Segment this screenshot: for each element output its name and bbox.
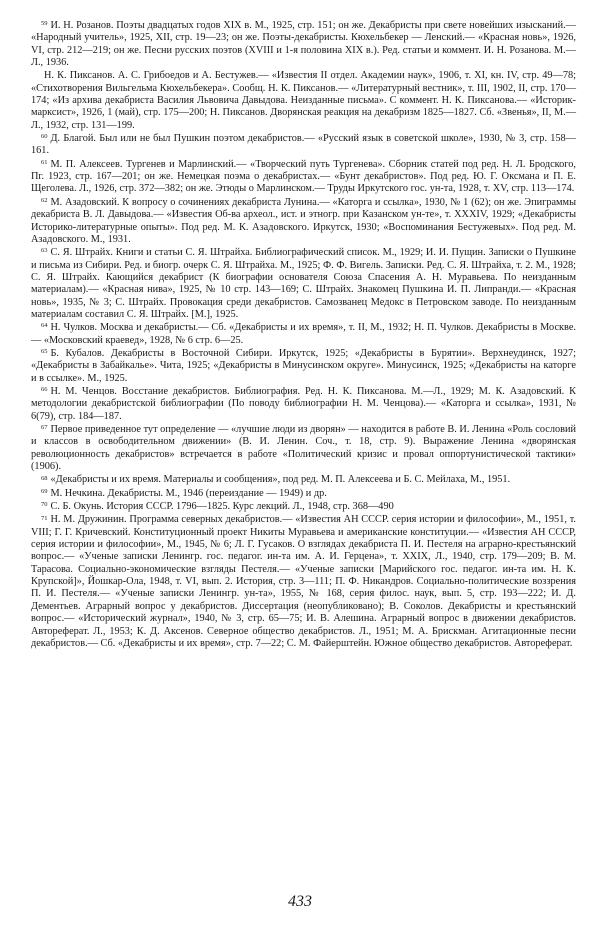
footnote-60 bbox=[31, 133, 576, 158]
footnote-65 bbox=[31, 348, 576, 385]
footnote-63 bbox=[31, 247, 576, 321]
footnote-number: 65 bbox=[41, 348, 48, 356]
footnote-number: 66 bbox=[41, 386, 48, 394]
footnote-text: С. Б. Окунь. История СССР. 1796—1825. Курс лекций. Л., 1948, стр. 368—490 bbox=[50, 501, 394, 513]
footnote-text: Н. М. Ченцов. Восстание декабристов. Библиография. Ред. Н. К. Пиксанова. М.—Л., 1929; М. К. Азадовский. К методологии декабристской библиографии (По поводу библиографии Н. М. Ченцова).— «Каторга и ссылка», 1931, № 6(79), стр. 184—187. bbox=[31, 385, 576, 422]
footnote-text: С. Я. Штрайх. Книги и статьи С. Я. Штрайха. Библиографический список. М., 1929; И. И. Пущин. Записки о Пушкине и письма из Сибири. Ред. и биогр. очерк С. Я. Штрайха. М., 1925; Ф. Ф. Вигель. Записки. Ред. С. Я. Штрайха, т. 2. М., 1928; С. Я. Штрайх. Кающийся декабрист (К биографии основателя Союза Спасения А. Н. Муравьева. По неизданным материалам).— «Красная нива», 1925, № 10 стр. 143—169; С. Штрайх. Знакомец Пушкина И. П. Липранди.— «Красная новь», 1935, № 3; С. Штрайх. Провокация среди декабристов. Самозванец Медокс в Петровском заводе. По неизданным материалам составил С. Я. Штрайх. [М.], 1925. bbox=[31, 247, 576, 320]
footnote-number: 71 bbox=[41, 514, 48, 522]
footnote-69 bbox=[31, 488, 576, 500]
footnote-68 bbox=[31, 474, 576, 486]
footnote-62 bbox=[31, 197, 576, 246]
footnote-67 bbox=[31, 424, 576, 473]
page-number: 433 bbox=[288, 893, 312, 910]
footnote-number: 70 bbox=[41, 501, 48, 509]
footnote-text: «Декабристы и их время. Материалы и сообщения», под ред. М. П. Алексеева и Б. С. Мейлаха, М., 1951. bbox=[50, 474, 511, 486]
footnote-text: М. П. Алексеев. Тургенев и Марлинский.— «Творческий путь Тургенева». Сборник статей под ред. Н. Л. Бродского, Пг. 1923, стр. 167—201; он же. Немецкая поэма о декабристах.— «Бунт декабристов». Под ред. Ю. Г. Оксмана и П. Е. Щеголева. Л., 1926, стр. 372—382; он же. Этюды о Марлинском.— Труды Иркутского гос. ун-та, 1928, т. XV, стр. 113—174. bbox=[31, 158, 576, 195]
footnote-number: 60 bbox=[41, 133, 48, 141]
footnote-66 bbox=[31, 386, 576, 423]
footnote-number: 68 bbox=[41, 474, 48, 482]
footnote-number: 63 bbox=[41, 247, 48, 255]
footnote-number: 59 bbox=[41, 20, 48, 28]
footnote-text: Б. Кубалов. Декабристы в Восточной Сибири. Иркутск, 1925; «Декабристы в Бурятии». Верхнеудинск, 1927; «Декабристы в Забайкалье». Чита, 1925; «Декабристы в Минусинском округе». Минусинск, 1925; «Декабристы на каторге и в ссылке». М., 1925. bbox=[31, 347, 576, 384]
footnote-text: М. Нечкина. Декабристы. М., 1946 (переиздание — 1949) и др. bbox=[50, 487, 327, 499]
footnote-text: Н. М. Дружинин. Программа северных декабристов.— «Известия АН СССР. серия истории и философии», М., 1951, т. VIII; Г. Г. Кричевский. Конституционный проект Никиты Муравьева и американские конституции.— «Известия АН СССР, серия истории и философии», М., 1945, № 6; Л. Г. Гусаков. О взглядах декабриста П. И. Пестеля на аграрно-крестьянский вопрос.— «Ученые записки Ленингр. гос. педагог. ин-та им. А. И. Герцена», т. XXIX, Л., 1940, стр. 179—209; В. М. Тарасова. Социально-экономические взгляды Пестеля.— «Ученые записки [Марийского гос. педагог. ин-та им. Н. К. Крупской]», Йошкар-Ола, 1948, т. VI, вып. 2. История, стр. 3—111; П. Ф. Никандров. Социально-политические воззрения П. И. Пестеля.— «Ученые записки Ленингр. ун-та», 1955, № 168, серия филос. наук, вып. 5, стр. 193—222; И. Д. Дементьев. Аграрный вопрос у декабристов. Диссертация (неопубликовано); В. Соколов. Декабристы и крестьянский вопрос.— «Исторический журнал», 1940, № 3, стр. 65—75; И. В. Алешина. Аграрный вопрос в движении декабристов. Автореферат. Л., 1953; К. Д. Аксенов. Северное общество декабристов. Л., 1951; М. А. Брискман. Агитационные песни декабристов.— Сб. «Декабристы и их время», стр. 7—22; С. М. Файерштейн. Южное общество декабристов. Автореферат. bbox=[31, 514, 576, 649]
footnote-70 bbox=[31, 501, 576, 513]
footnote-number: 61 bbox=[41, 158, 48, 166]
footnote-text: Н. К. Пиксанов. А. С. Грибоедов и А. Бестужев.— «Известия II отдел. Академии наук», 1906, т. XI, кн. IV, стр. 49—78; «Стихотворения Вильгельма Кюхельбекера». Сообщ. Н. К. Пиксанов.— «Литературный вестник», т. III, 1902, II, стр. 170—174; «Из архива декабриста Василия Львовича Давыдова. Неизданные письма». С коммент. Н. К. Пиксанова.— «Историк-марксист», 1926, 1 (май), стр. 175—200; Н. Пиксанов. Дворянская реакция на декабризм 1825—1827. Сб. «Звенья», II, М.—Л., 1932, стр. 131—199. bbox=[31, 70, 576, 131]
footnote-number: 62 bbox=[41, 197, 48, 205]
footnote-number: 69 bbox=[41, 487, 48, 495]
footnote-59-continued bbox=[31, 70, 576, 132]
footnote-64 bbox=[31, 322, 576, 347]
footnote-text: Н. Чулков. Москва и декабристы.— Сб. «Декабристы и их время», т. II, М., 1932; Н. П. Чулков. Декабристы в Москве.— «Московский краевед», 1928, № 6 стр. 6—25. bbox=[31, 322, 576, 346]
footnote-71 bbox=[31, 514, 576, 650]
footnote-59 bbox=[31, 20, 576, 69]
footnote-number: 67 bbox=[41, 424, 48, 432]
footnotes-block bbox=[31, 20, 576, 651]
footnote-text: Д. Благой. Был или не был Пушкин поэтом декабристов.— «Русский язык в советской школе», 1930, № 3, стр. 158—161. bbox=[31, 133, 576, 157]
footnote-text: И. Н. Розанов. Поэты двадцатых годов XIX в. М., 1925, стр. 151; он же. Декабристы при свете новейших изысканий.— «Народный учитель», 1925, XII, стр. 19—23; он же. Поэты-декабристы. Кюхельбекер — Ленский.— «Красная новь», 1926, VI, стр. 212—219; он же. Песни русских поэтов (XVIII и 1-я половина XIX в.). Ред. статьи и коммент. И. Н. Розанова. М.—Л., 1936. bbox=[31, 20, 576, 69]
footnote-text: Первое приведенное тут определение — «лучшие люди из дворян» — находится в работе В. И. Ленина «Роль сословий и классов в освободительном движении» (В. И. Ленин. Соч., т. 18, стр. 9). Выражение Ленина «дворянская революционность декабристов» встречается в работе «Политический кризис и провал оппортунистической тактики» (1906). bbox=[31, 424, 576, 473]
footnote-61 bbox=[31, 159, 576, 196]
footnote-text: М. Азадовский. К вопросу о сочинениях декабриста Лунина.— «Каторга и ссылка», 1930, № 1 (62); он же. Эпиграммы декабриста В. Л. Давыдова.— «Известия Об-ва археол., ист. и этногр. при Казанском ун-те», т. XXXIV, 1929; «Декабристы Историко-литературные опыты». Под ред. М. К. Азадовского. Иркутск, 1930; «Воспоминания Бестужевых». Под ред. М. Азадовского. М., 1931. bbox=[31, 196, 576, 245]
footnote-number: 64 bbox=[41, 322, 48, 330]
